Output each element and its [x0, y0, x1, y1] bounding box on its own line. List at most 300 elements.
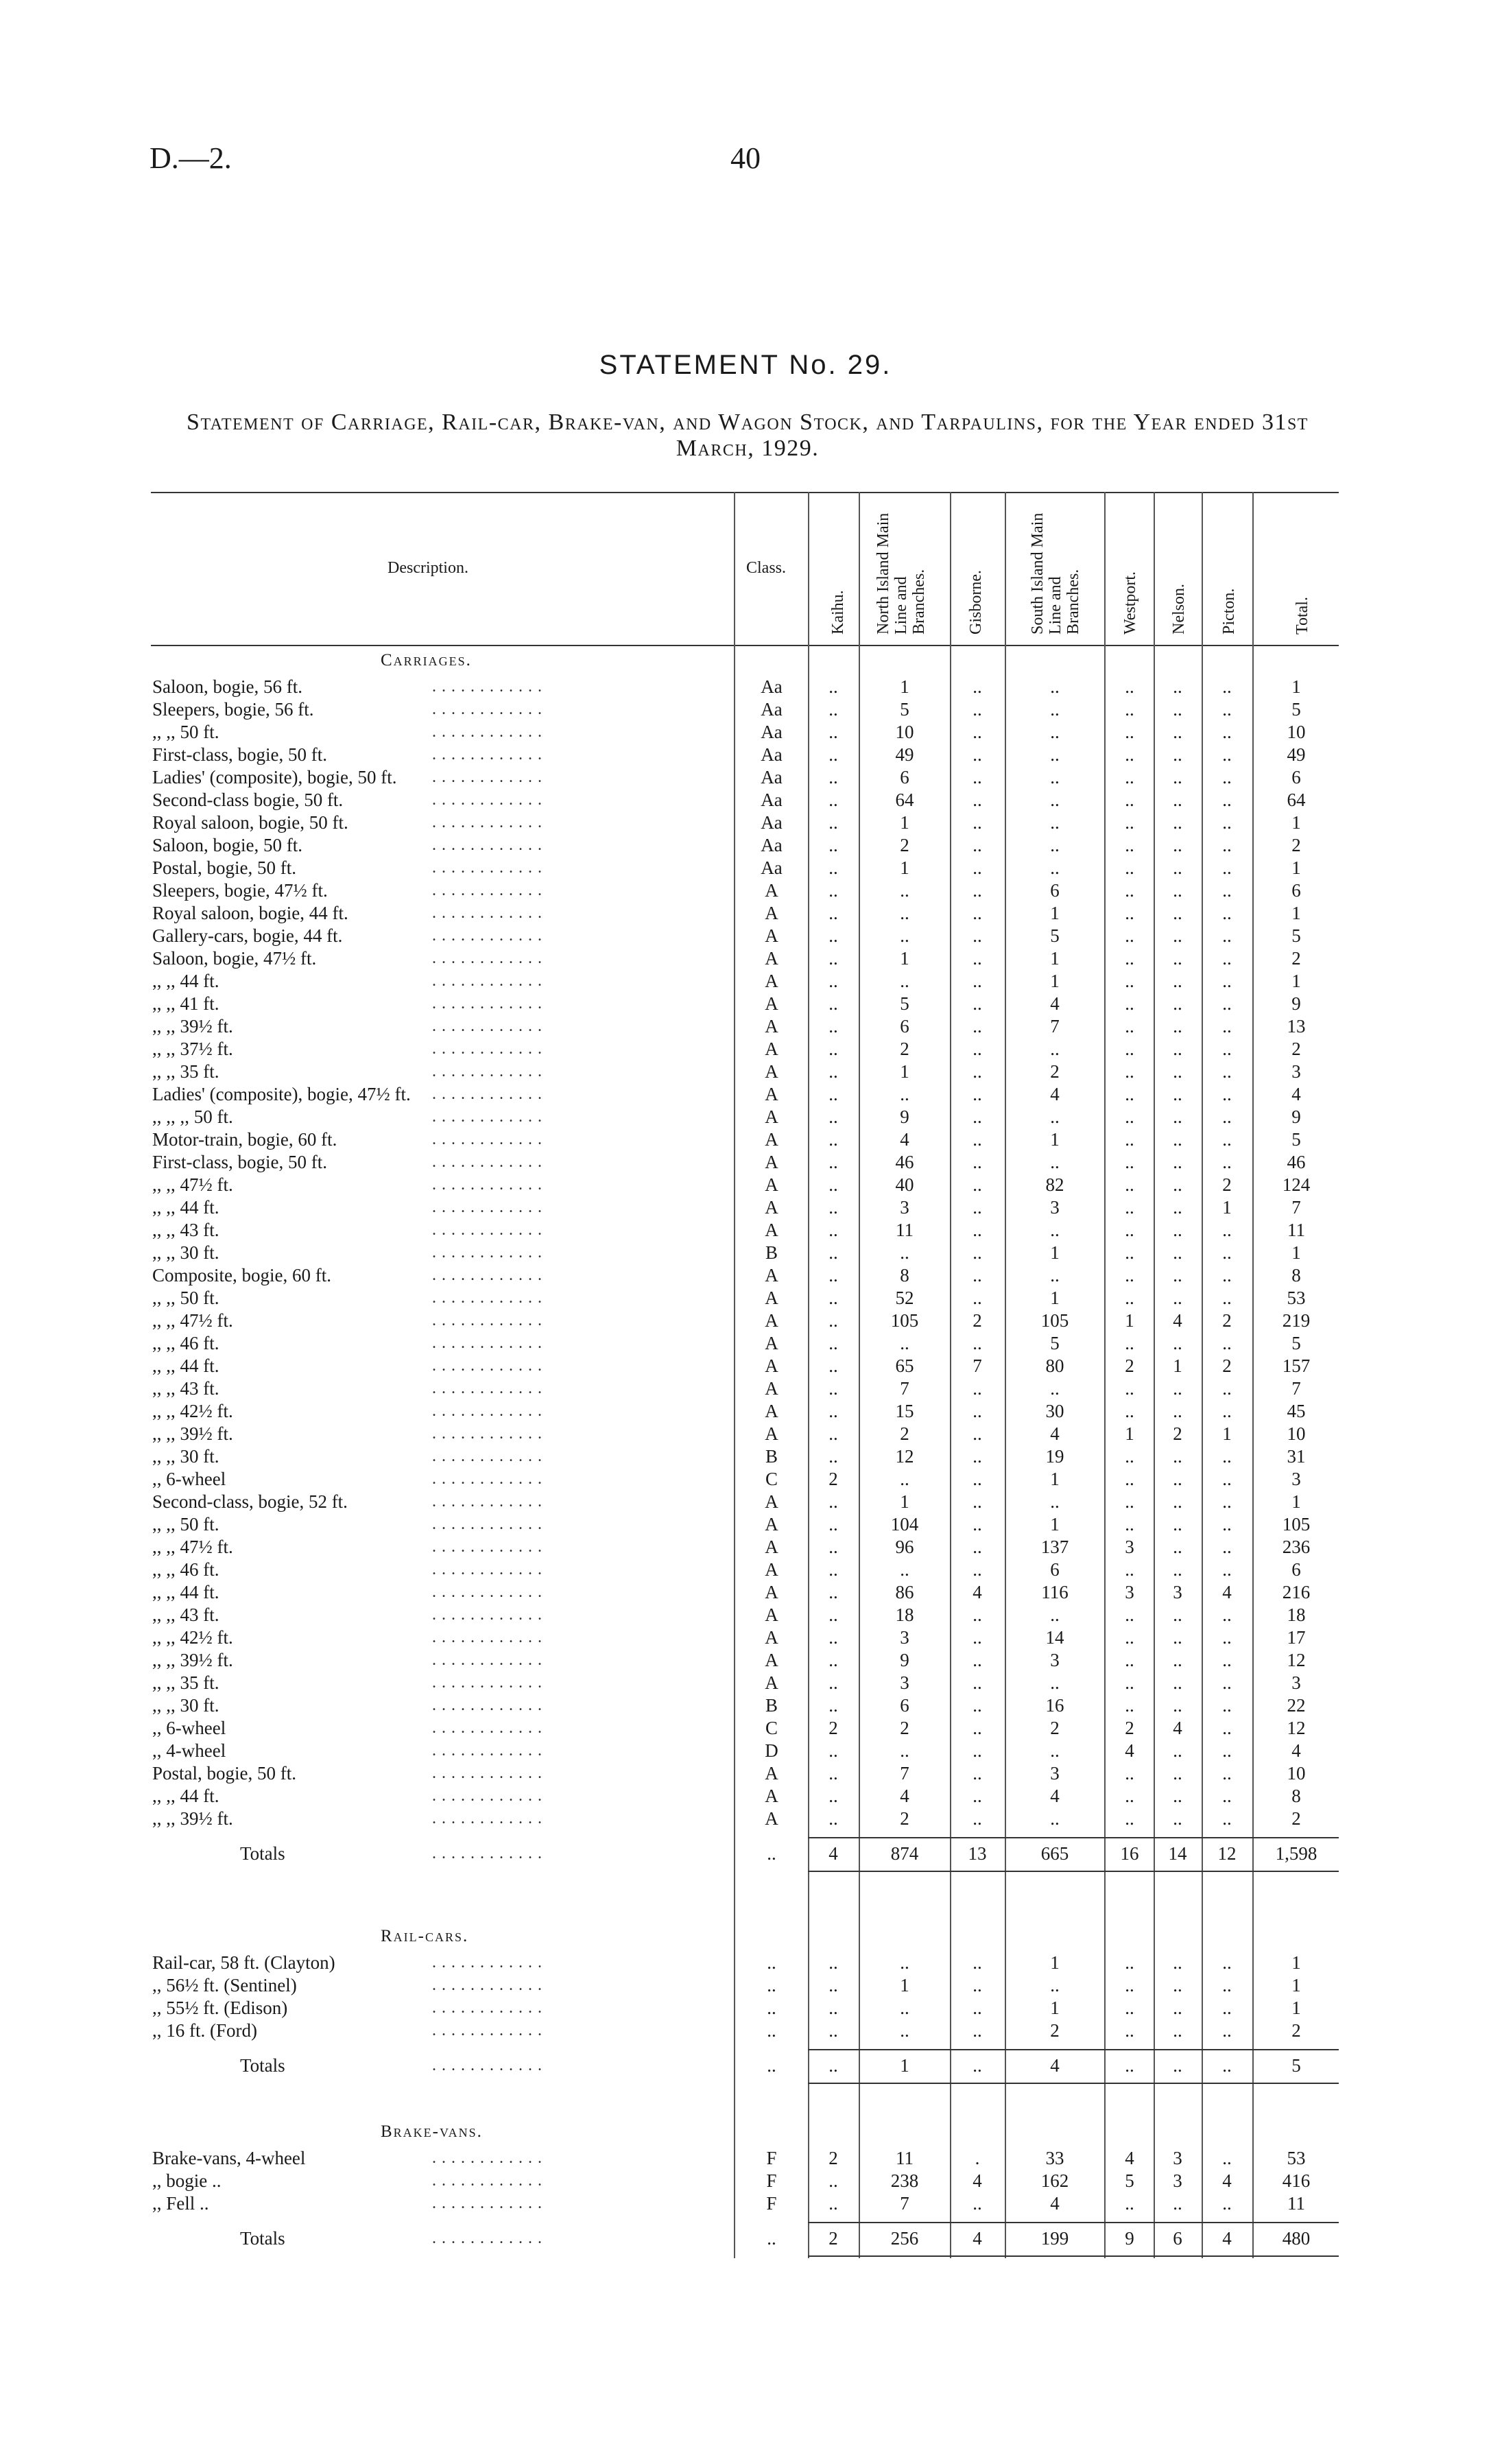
total-westport: 9	[1125, 2228, 1134, 2249]
cell-westport: ..	[1125, 1514, 1134, 1535]
cell-class: F	[766, 2170, 777, 2191]
row-description: ,, 6-wheel	[152, 1718, 226, 1738]
row-description: ,, ,, 50 ft.	[152, 1514, 219, 1535]
cell-kaihu: ..	[828, 903, 838, 923]
row-description: Saloon, bogie, 56 ft.	[152, 676, 302, 697]
cell-westport: ..	[1125, 1491, 1134, 1512]
totals-label: Totals	[240, 1843, 285, 1864]
cell-gisborne: ..	[973, 1627, 982, 1648]
cell-nelson: ..	[1173, 1061, 1182, 1082]
cell-westport: ..	[1125, 722, 1134, 742]
total-westport: 16	[1120, 1843, 1139, 1864]
leader-dots: . . . . . . . . . . . .	[432, 768, 542, 786]
cell-nelson: ..	[1173, 1288, 1182, 1308]
cell-south-island: ..	[1050, 835, 1060, 855]
cell-north-island: 96	[895, 1537, 914, 1557]
cell-westport: ..	[1125, 1197, 1134, 1218]
row-description: ,, ,, 42½ ft.	[152, 1627, 233, 1648]
cell-total: 1	[1291, 857, 1301, 878]
cell-south-island: ..	[1050, 1491, 1060, 1512]
col-nelson: Nelson.	[1170, 584, 1188, 635]
cell-kaihu: ..	[828, 925, 838, 946]
leader-dots: . . . . . . . . . . . .	[432, 1515, 542, 1533]
cell-north-island: 9	[900, 1650, 909, 1670]
table-row	[0, 744, 1491, 766]
cell-kaihu: ..	[828, 1537, 838, 1557]
cell-class: D	[765, 1740, 778, 1761]
row-description: ,, 4-wheel	[152, 1740, 226, 1761]
row-description: Sleepers, bogie, 47½ ft.	[152, 880, 328, 901]
cell-class: A	[765, 1491, 778, 1512]
row-description: Second-class, bogie, 52 ft.	[152, 1491, 348, 1512]
cell-kaihu: ..	[828, 790, 838, 810]
cell-nelson: ..	[1173, 1016, 1182, 1036]
row-description: Gallery-cars, bogie, 44 ft.	[152, 925, 343, 946]
row-description: Rail-car, 58 ft. (Clayton)	[152, 1952, 335, 1973]
table-row	[0, 1310, 1491, 1332]
cell-north-island: 105	[890, 1310, 919, 1331]
statement-title: Statement of Carriage, Rail-car, Brake-van, and Wagon Stock, and Tarpaulins, for the Year ended 31st March, 1929.	[187, 410, 1309, 461]
cell-total: 124	[1282, 1174, 1311, 1195]
table-row	[0, 1287, 1491, 1310]
cell-south-island: ..	[1050, 857, 1060, 878]
cell-class: Aa	[761, 744, 783, 765]
table-row	[0, 2019, 1491, 2042]
cell-westport: ..	[1125, 1695, 1134, 1716]
leader-dots: . . . . . . . . . . . .	[432, 1108, 542, 1126]
leader-dots: . . . . . . . . . . . .	[432, 1312, 542, 1329]
cell-gisborne: ..	[973, 767, 982, 787]
row-description: Motor-train, bogie, 60 ft.	[152, 1129, 337, 1150]
cell-kaihu: ..	[828, 1695, 838, 1716]
cell-picton: ..	[1222, 1695, 1232, 1716]
cell-south-island: 4	[1050, 993, 1060, 1014]
cell-kaihu: ..	[828, 1446, 838, 1467]
cell-kaihu: ..	[828, 1975, 838, 1995]
cell-north-island: 40	[895, 1174, 914, 1195]
table-row	[0, 1151, 1491, 1174]
cell-gisborne: ..	[973, 1242, 982, 1263]
cell-north-island: 1	[900, 1491, 909, 1512]
cell-kaihu: ..	[828, 1491, 838, 1512]
cell-kaihu: ..	[828, 1288, 838, 1308]
cell-south-island: 1	[1050, 1952, 1060, 1973]
leader-dots: . . . . . . . . . . . .	[432, 1266, 542, 1284]
table-row	[0, 1808, 1491, 1830]
cell-westport: ..	[1125, 1220, 1134, 1240]
cell-nelson: ..	[1173, 948, 1182, 969]
cell-picton: ..	[1222, 1718, 1232, 1738]
total-class: ..	[767, 2055, 776, 2076]
cell-total: 5	[1291, 1333, 1301, 1353]
cell-south-island: ..	[1050, 1740, 1060, 1761]
total-south-island: 665	[1040, 1843, 1069, 1864]
cell-total: 2	[1291, 1039, 1301, 1059]
cell-south-island: ..	[1050, 1808, 1060, 1829]
cell-class: A	[765, 1786, 778, 1806]
cell-class: A	[765, 1763, 778, 1784]
table-row	[0, 1377, 1491, 1400]
cell-picton: ..	[1222, 699, 1232, 720]
totals-rule	[808, 2255, 1339, 2257]
cell-westport: ..	[1125, 1333, 1134, 1353]
table-row	[0, 2170, 1491, 2192]
cell-gisborne: ..	[973, 1220, 982, 1240]
row-description: Ladies' (composite), bogie, 47½ ft.	[152, 1084, 411, 1104]
cell-westport: ..	[1125, 2020, 1134, 2041]
cell-gisborne: ..	[973, 2193, 982, 2214]
row-description: ,, 56½ ft. (Sentinel)	[152, 1975, 297, 1995]
row-description: ,, ,, 43 ft.	[152, 1220, 219, 1240]
cell-north-island: ..	[900, 1084, 909, 1104]
cell-total: 5	[1291, 925, 1301, 946]
cell-kaihu: ..	[828, 1084, 838, 1104]
cell-nelson: ..	[1173, 1627, 1182, 1648]
cell-south-island: 14	[1045, 1627, 1064, 1648]
table-row	[0, 1536, 1491, 1559]
cell-gisborne: ..	[973, 1604, 982, 1625]
leader-dots: . . . . . . . . . . . .	[432, 927, 542, 945]
cell-north-island: ..	[900, 971, 909, 991]
cell-kaihu: ..	[828, 1740, 838, 1761]
row-description: ,, ,, 35 ft.	[152, 1061, 219, 1082]
cell-north-island: 86	[895, 1582, 914, 1602]
cell-north-island: 3	[900, 1672, 909, 1693]
cell-south-island: 4	[1050, 1084, 1060, 1104]
cell-nelson: ..	[1173, 903, 1182, 923]
leader-dots: . . . . . . . . . . . .	[432, 995, 542, 1012]
cell-nelson: ..	[1173, 880, 1182, 901]
total-gisborne: 4	[973, 2228, 982, 2249]
leader-dots: . . . . . . . . . . . .	[432, 1493, 542, 1511]
cell-nelson: ..	[1173, 1491, 1182, 1512]
cell-class: A	[765, 1401, 778, 1421]
cell-north-island: 2	[900, 835, 909, 855]
cell-south-island: ..	[1050, 1604, 1060, 1625]
table-row	[0, 2192, 1491, 2215]
cell-total: 7	[1291, 1378, 1301, 1399]
totals-rule	[808, 2083, 1339, 2084]
cell-gisborne: ..	[973, 1333, 982, 1353]
cell-westport: ..	[1125, 2193, 1134, 2214]
cell-picton: ..	[1222, 993, 1232, 1014]
cell-class: A	[765, 1650, 778, 1670]
row-description: Second-class bogie, 50 ft.	[152, 790, 344, 810]
leader-dots: . . . . . . . . . . . .	[432, 1244, 542, 1261]
cell-gisborne: ..	[973, 1786, 982, 1806]
cell-total: 12	[1287, 1650, 1306, 1670]
cell-gisborne: ..	[973, 722, 982, 742]
cell-total: 13	[1287, 1016, 1306, 1036]
cell-kaihu: 2	[828, 2148, 838, 2168]
cell-class: A	[765, 903, 778, 923]
cell-nelson: ..	[1173, 1695, 1182, 1716]
cell-nelson: ..	[1173, 1998, 1182, 2018]
cell-north-island: 3	[900, 1197, 909, 1218]
cell-westport: ..	[1125, 1242, 1134, 1263]
cell-north-island: ..	[900, 1469, 909, 1489]
cell-north-island: ..	[900, 1952, 909, 1973]
row-description: ,, ,, 44 ft.	[152, 971, 219, 991]
cell-south-island: 1	[1050, 1469, 1060, 1489]
cell-kaihu: ..	[828, 857, 838, 878]
cell-kaihu: ..	[828, 948, 838, 969]
cell-gisborne: ..	[973, 1491, 982, 1512]
row-description: ,, ,, 30 ft.	[152, 1242, 219, 1263]
cell-kaihu: ..	[828, 1604, 838, 1625]
col-total: Total.	[1293, 597, 1311, 635]
cell-kaihu: ..	[828, 1952, 838, 1973]
leader-dots: . . . . . . . . . . . .	[432, 1289, 542, 1307]
cell-total: 4	[1291, 1084, 1301, 1104]
cell-nelson: 4	[1173, 1718, 1182, 1738]
cell-kaihu: ..	[828, 2193, 838, 2214]
table-row	[0, 1952, 1491, 1974]
cell-south-island: 3	[1050, 1763, 1060, 1784]
leader-dots: . . . . . . . . . . . .	[432, 1334, 542, 1352]
cell-south-island: ..	[1050, 722, 1060, 742]
cell-picton: ..	[1222, 1604, 1232, 1625]
cell-south-island: 2	[1050, 1718, 1060, 1738]
cell-kaihu: ..	[828, 1242, 838, 1263]
totals-row	[0, 1843, 1491, 1865]
row-description: ,, ,, 44 ft.	[152, 1786, 219, 1806]
cell-nelson: ..	[1173, 835, 1182, 855]
leader-dots: . . . . . . . . . . . .	[432, 859, 542, 877]
cell-south-island: 1	[1050, 903, 1060, 923]
cell-total: 45	[1287, 1401, 1306, 1421]
table-row	[0, 1445, 1491, 1468]
table-row	[0, 1559, 1491, 1581]
cell-total: 49	[1287, 744, 1306, 765]
leader-dots: . . . . . . . . . . . .	[432, 1153, 542, 1171]
cell-nelson: ..	[1173, 812, 1182, 833]
cell-class: A	[765, 1582, 778, 1602]
cell-westport: ..	[1125, 1952, 1134, 1973]
cell-class: Aa	[761, 767, 783, 787]
cell-total: 3	[1291, 1672, 1301, 1693]
leader-dots: . . . . . . . . . . . .	[432, 678, 542, 696]
cell-total: 105	[1282, 1514, 1311, 1535]
cell-westport: ..	[1125, 835, 1134, 855]
statement-number: STATEMENT No. 29.	[599, 350, 892, 380]
cell-class: ..	[767, 1975, 776, 1995]
cell-westport: ..	[1125, 1152, 1134, 1172]
cell-picton: ..	[1222, 1288, 1232, 1308]
cell-picton: ..	[1222, 1401, 1232, 1421]
cell-total: 31	[1287, 1446, 1306, 1467]
cell-north-island: 7	[900, 1378, 909, 1399]
row-description: Brake-vans, 4-wheel	[152, 2148, 306, 2168]
cell-kaihu: 2	[828, 1718, 838, 1738]
cell-westport: ..	[1125, 1106, 1134, 1127]
cell-north-island: 1	[900, 948, 909, 969]
cell-nelson: ..	[1173, 857, 1182, 878]
leader-dots: . . . . . . . . . . . .	[432, 1063, 542, 1080]
cell-class: B	[765, 1446, 778, 1467]
cell-class: A	[765, 1197, 778, 1218]
col-class: Class.	[746, 559, 787, 577]
table-row	[0, 1128, 1491, 1151]
leader-dots: . . . . . . . . . . . .	[432, 746, 542, 763]
cell-class: A	[765, 1016, 778, 1036]
cell-gisborne: ..	[973, 1514, 982, 1535]
cell-gisborne: ..	[973, 1084, 982, 1104]
cell-kaihu: ..	[828, 1197, 838, 1218]
leader-dots: . . . . . . . . . . . .	[432, 2149, 542, 2167]
section-reference: D.—2.	[150, 141, 232, 175]
cell-south-island: 4	[1050, 1786, 1060, 1806]
cell-south-island: 162	[1040, 2170, 1069, 2191]
cell-kaihu: ..	[828, 699, 838, 720]
cell-nelson: ..	[1173, 1265, 1182, 1286]
cell-gisborne: ..	[973, 1672, 982, 1693]
cell-south-island: 1	[1050, 1998, 1060, 2018]
cell-nelson: 1	[1173, 1355, 1182, 1376]
cell-picton: ..	[1222, 1537, 1232, 1557]
cell-north-island: 1	[900, 676, 909, 697]
leader-dots: . . . . . . . . . . . .	[432, 1198, 542, 1216]
cell-total: 2	[1291, 2020, 1301, 2041]
table-row	[0, 1717, 1491, 1740]
leader-dots: . . . . . . . . . . . .	[432, 814, 542, 831]
table-row	[0, 1219, 1491, 1242]
cell-total: 9	[1291, 993, 1301, 1014]
cell-gisborne: ..	[973, 1695, 982, 1716]
row-description: ,, ,, 43 ft.	[152, 1378, 219, 1399]
totals-row	[0, 2054, 1491, 2077]
cell-south-island: 1	[1050, 1129, 1060, 1150]
cell-picton: ..	[1222, 925, 1232, 946]
cell-westport: ..	[1125, 971, 1134, 991]
cell-picton: ..	[1222, 1514, 1232, 1535]
cell-north-island: 1	[900, 812, 909, 833]
cell-total: 1	[1291, 676, 1301, 697]
table-row	[0, 1106, 1491, 1128]
cell-westport: 3	[1125, 1582, 1134, 1602]
cell-north-island: 46	[895, 1152, 914, 1172]
cell-kaihu: ..	[828, 1650, 838, 1670]
cell-gisborne: ..	[973, 812, 982, 833]
cell-gisborne: ..	[973, 903, 982, 923]
leader-dots: . . . . . . . . . . . .	[432, 1628, 542, 1646]
cell-picton: ..	[1222, 676, 1232, 697]
row-description: ,, ,, 42½ ft.	[152, 1401, 233, 1421]
leader-dots: . . . . . . . . . . . .	[432, 1470, 542, 1488]
cell-south-island: 1	[1050, 1242, 1060, 1263]
cell-nelson: ..	[1173, 1786, 1182, 1806]
cell-kaihu: ..	[828, 993, 838, 1014]
table-row	[0, 1604, 1491, 1626]
table-row	[0, 1694, 1491, 1717]
cell-westport: 1	[1125, 1423, 1134, 1444]
cell-south-island: 1	[1050, 948, 1060, 969]
cell-kaihu: ..	[828, 1016, 838, 1036]
cell-class: A	[765, 1627, 778, 1648]
cell-westport: ..	[1125, 1016, 1134, 1036]
cell-gisborne: ..	[973, 1808, 982, 1829]
cell-nelson: 2	[1173, 1423, 1182, 1444]
cell-north-island: 6	[900, 1016, 909, 1036]
leader-dots: . . . . . . . . . . . .	[432, 1606, 542, 1624]
leader-dots: . . . . . . . . . . . .	[432, 1810, 542, 1827]
cell-westport: 5	[1125, 2170, 1134, 2191]
cell-westport: ..	[1125, 1401, 1134, 1421]
leader-dots: . . . . . . . . . . . .	[432, 1561, 542, 1578]
cell-north-island: 65	[895, 1355, 914, 1376]
cell-westport: ..	[1125, 812, 1134, 833]
cell-gisborne: ..	[973, 1061, 982, 1082]
cell-kaihu: ..	[828, 1401, 838, 1421]
cell-class: A	[765, 1265, 778, 1286]
cell-south-island: ..	[1050, 1672, 1060, 1693]
cell-westport: 4	[1125, 2148, 1134, 2168]
cell-south-island: 1	[1050, 971, 1060, 991]
cell-south-island: 6	[1050, 880, 1060, 901]
cell-total: 11	[1287, 1220, 1305, 1240]
cell-kaihu: ..	[828, 1763, 838, 1784]
cell-class: A	[765, 1174, 778, 1195]
cell-gisborne: ..	[973, 1975, 982, 1995]
cell-kaihu: ..	[828, 722, 838, 742]
row-description: Royal saloon, bogie, 44 ft.	[152, 903, 348, 923]
leader-dots: . . . . . . . . . . . .	[432, 2057, 542, 2074]
cell-kaihu: ..	[828, 1152, 838, 1172]
cell-total: 1	[1291, 1491, 1301, 1512]
cell-class: A	[765, 1355, 778, 1376]
cell-westport: ..	[1125, 880, 1134, 901]
total-south-island: 199	[1040, 2228, 1069, 2249]
cell-nelson: 3	[1173, 1582, 1182, 1602]
cell-south-island: 30	[1045, 1401, 1064, 1421]
cell-nelson: ..	[1173, 2193, 1182, 2214]
cell-gisborne: ..	[973, 1197, 982, 1218]
cell-total: 3	[1291, 1469, 1301, 1489]
table-row	[0, 1513, 1491, 1536]
row-description: ,, ,, 47½ ft.	[152, 1174, 233, 1195]
cell-picton: ..	[1222, 903, 1232, 923]
cell-picton: ..	[1222, 1763, 1232, 1784]
cell-gisborne: .	[975, 2148, 980, 2168]
cell-north-island: ..	[900, 1998, 909, 2018]
cell-westport: ..	[1125, 1039, 1134, 1059]
cell-westport: ..	[1125, 790, 1134, 810]
cell-nelson: ..	[1173, 925, 1182, 946]
cell-north-island: 8	[900, 1265, 909, 1286]
cell-westport: ..	[1125, 1378, 1134, 1399]
total-nelson: 14	[1168, 1843, 1187, 1864]
cell-nelson: ..	[1173, 790, 1182, 810]
cell-total: 1	[1291, 1975, 1301, 1995]
cell-total: 53	[1287, 2148, 1306, 2168]
row-description: ,, bogie ..	[152, 2170, 222, 2191]
cell-gisborne: ..	[973, 1559, 982, 1580]
cell-westport: 4	[1125, 1740, 1134, 1761]
table-row	[0, 970, 1491, 993]
cell-picton: ..	[1222, 1786, 1232, 1806]
cell-picton: ..	[1222, 1627, 1232, 1648]
table-row	[0, 925, 1491, 947]
leader-dots: . . . . . . . . . . . .	[432, 1999, 542, 2017]
leader-dots: . . . . . . . . . . . .	[432, 1954, 542, 1971]
cell-kaihu: ..	[828, 1061, 838, 1082]
row-description: First-class, bogie, 50 ft.	[152, 1152, 327, 1172]
cell-nelson: 3	[1173, 2170, 1182, 2191]
cell-picton: ..	[1222, 1333, 1232, 1353]
cell-total: 6	[1291, 767, 1301, 787]
cell-picton: ..	[1222, 835, 1232, 855]
total-picton: 12	[1217, 1843, 1237, 1864]
